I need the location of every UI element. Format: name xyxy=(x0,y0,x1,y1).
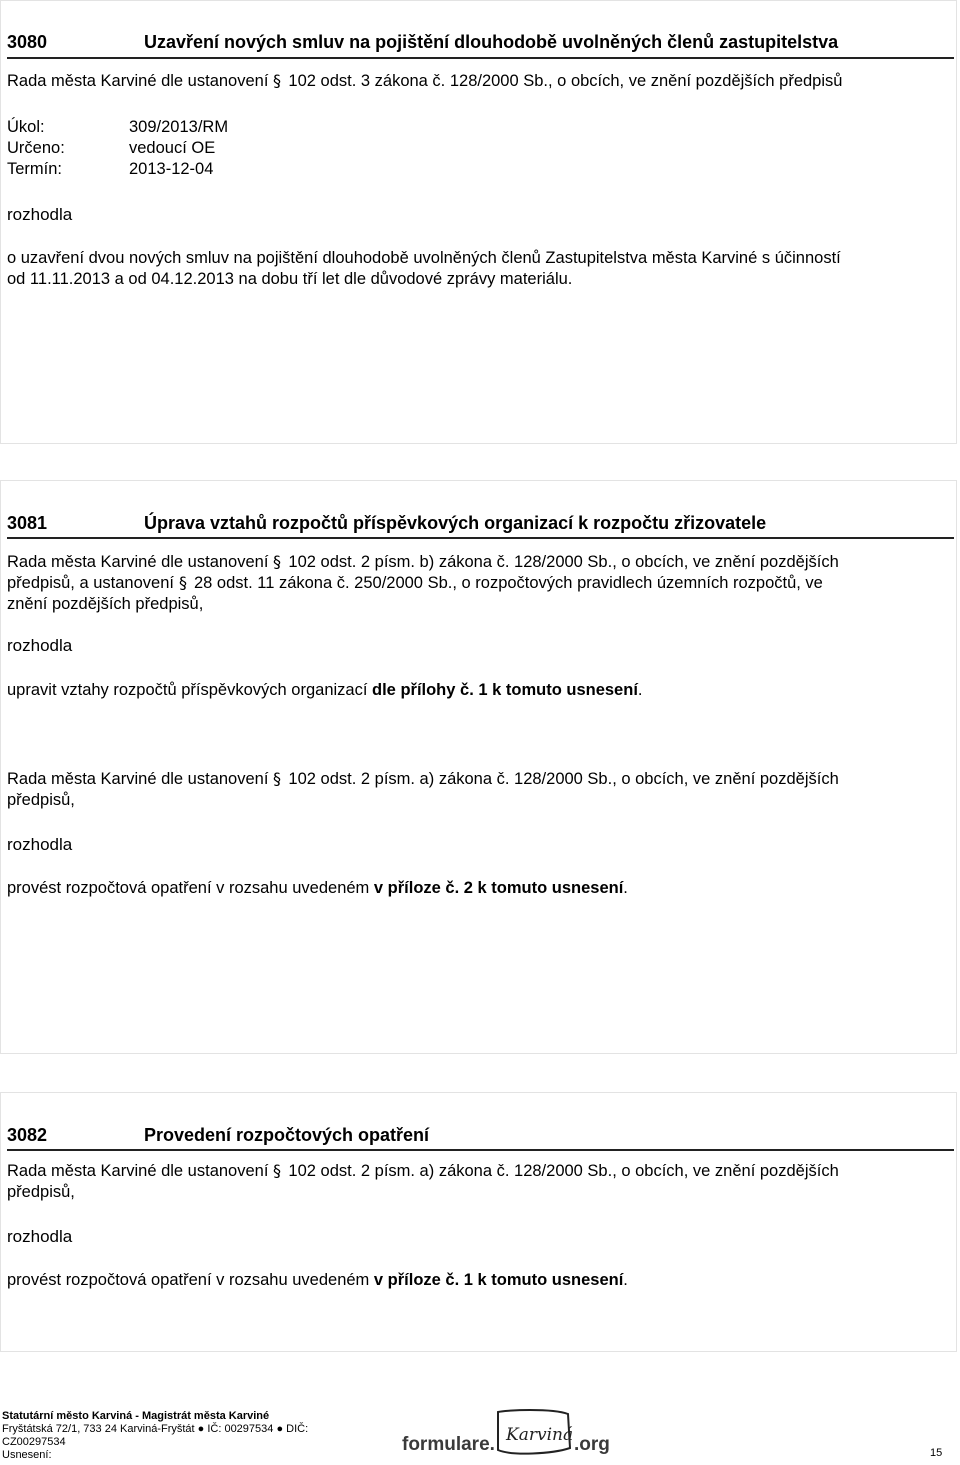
legal-authority: Rada města Karviné dle ustanovení § 102 odst. 3 zákona č. 128/2000 Sb., o obcích, ve znění pozdějších předpisů xyxy=(7,71,843,90)
legal-authority-1: Rada města Karviné dle ustanovení § 102 odst. 2 písm. b) zákona č. 128/2000 Sb., o obcích, ve znění pozdějších předpisů, a ustanovení § 28 odst. 11 zákona č. 250/2000 Sb., o rozpočtových pravidlech územních rozpočtů, ve znění pozdějších předpisů, xyxy=(7,552,839,613)
footer-dic: CZ00297534 xyxy=(2,1436,66,1448)
svg-text:§: § xyxy=(273,769,282,787)
header-rule xyxy=(7,537,954,539)
footer-doc-label: Usnesení: xyxy=(2,1449,52,1461)
assigned-value: vedoucí OE xyxy=(129,139,216,157)
decided-heading: rozhodla xyxy=(7,205,73,224)
decision-text-2: provést rozpočtová opatření v rozsahu uvedeném v příloze č. 2 k tomuto usnesení. xyxy=(7,879,628,897)
decided-heading: rozhodla xyxy=(7,636,73,655)
decided-heading: rozhodla xyxy=(7,835,73,854)
section-number: 3081 xyxy=(7,513,48,533)
task-value: 309/2013/RM xyxy=(129,118,229,136)
logo-left-text: formulare. xyxy=(402,1434,495,1455)
decided-heading: rozhodla xyxy=(7,1227,73,1246)
footer-org: Statutární město Karviná - Magistrát města Karviné xyxy=(2,1410,270,1422)
svg-text:§: § xyxy=(273,1161,282,1179)
footer-logo xyxy=(402,1406,617,1460)
decision-text-1: upravit vztahy rozpočtů příspěvkových organizací dle přílohy č. 1 k tomuto usnesení. xyxy=(7,681,643,699)
legal-authority-2: Rada města Karviné dle ustanovení § 102 odst. 2 písm. a) zákona č. 128/2000 Sb., o obcích, ve znění pozdějších předpisů, xyxy=(7,769,839,809)
section-title: Provedení rozpočtových opatření xyxy=(144,1125,430,1145)
task-label: Úkol: xyxy=(7,118,45,136)
deadline-label: Termín: xyxy=(7,160,63,178)
paragraph-sign-icon xyxy=(272,71,284,89)
section-3080 xyxy=(0,0,957,444)
paragraph-sign-icon xyxy=(272,552,284,570)
assigned-label: Určeno: xyxy=(7,139,65,157)
decision-text: o uzavření dvou nových smluv na pojištění dlouhodobě uvolněných členů Zastupitelstva města Karviné s účinností od 11.11.2013 a od 04.12.2013 na dobu tří let dle důvodové zprávy materiálu. xyxy=(7,249,841,288)
header-rule xyxy=(7,1149,954,1151)
footer-info xyxy=(2,1410,308,1462)
section-number: 3082 xyxy=(7,1125,48,1145)
section-3082 xyxy=(0,1092,957,1352)
karvina-logo-icon xyxy=(498,1410,573,1454)
footer-address: Fryštátská 72/1, 733 24 Karviná-Fryštát ● IČ: 00297534 ● DIČ: xyxy=(2,1423,309,1435)
section-title: Úprava vztahů rozpočtů příspěvkových organizací k rozpočtu zřizovatele xyxy=(144,513,767,533)
logo-right-text: .org xyxy=(574,1434,610,1455)
header-rule xyxy=(7,57,954,59)
svg-text:§: § xyxy=(273,552,282,570)
paragraph-sign-icon xyxy=(178,573,190,591)
paragraph-sign-icon xyxy=(272,1161,284,1179)
svg-text:§: § xyxy=(273,71,282,89)
deadline-value: 2013-12-04 xyxy=(129,160,214,178)
logo-mid-text: Karviná xyxy=(506,1425,574,1445)
paragraph-sign-icon xyxy=(272,769,284,787)
section-number: 3080 xyxy=(7,32,48,52)
svg-text:§: § xyxy=(178,573,187,591)
legal-authority: Rada města Karviné dle ustanovení § 102 odst. 2 písm. a) zákona č. 128/2000 Sb., o obcích, ve znění pozdějších předpisů, xyxy=(7,1161,839,1201)
decision-text: provést rozpočtová opatření v rozsahu uvedeném v příloze č. 1 k tomuto usnesení. xyxy=(7,1271,628,1289)
section-title: Uzavření nových smluv na pojištění dlouhodobě uvolněných členů zastupitelstva xyxy=(144,32,839,52)
section-3081 xyxy=(0,480,957,1054)
page-number: 15 xyxy=(930,1447,943,1459)
